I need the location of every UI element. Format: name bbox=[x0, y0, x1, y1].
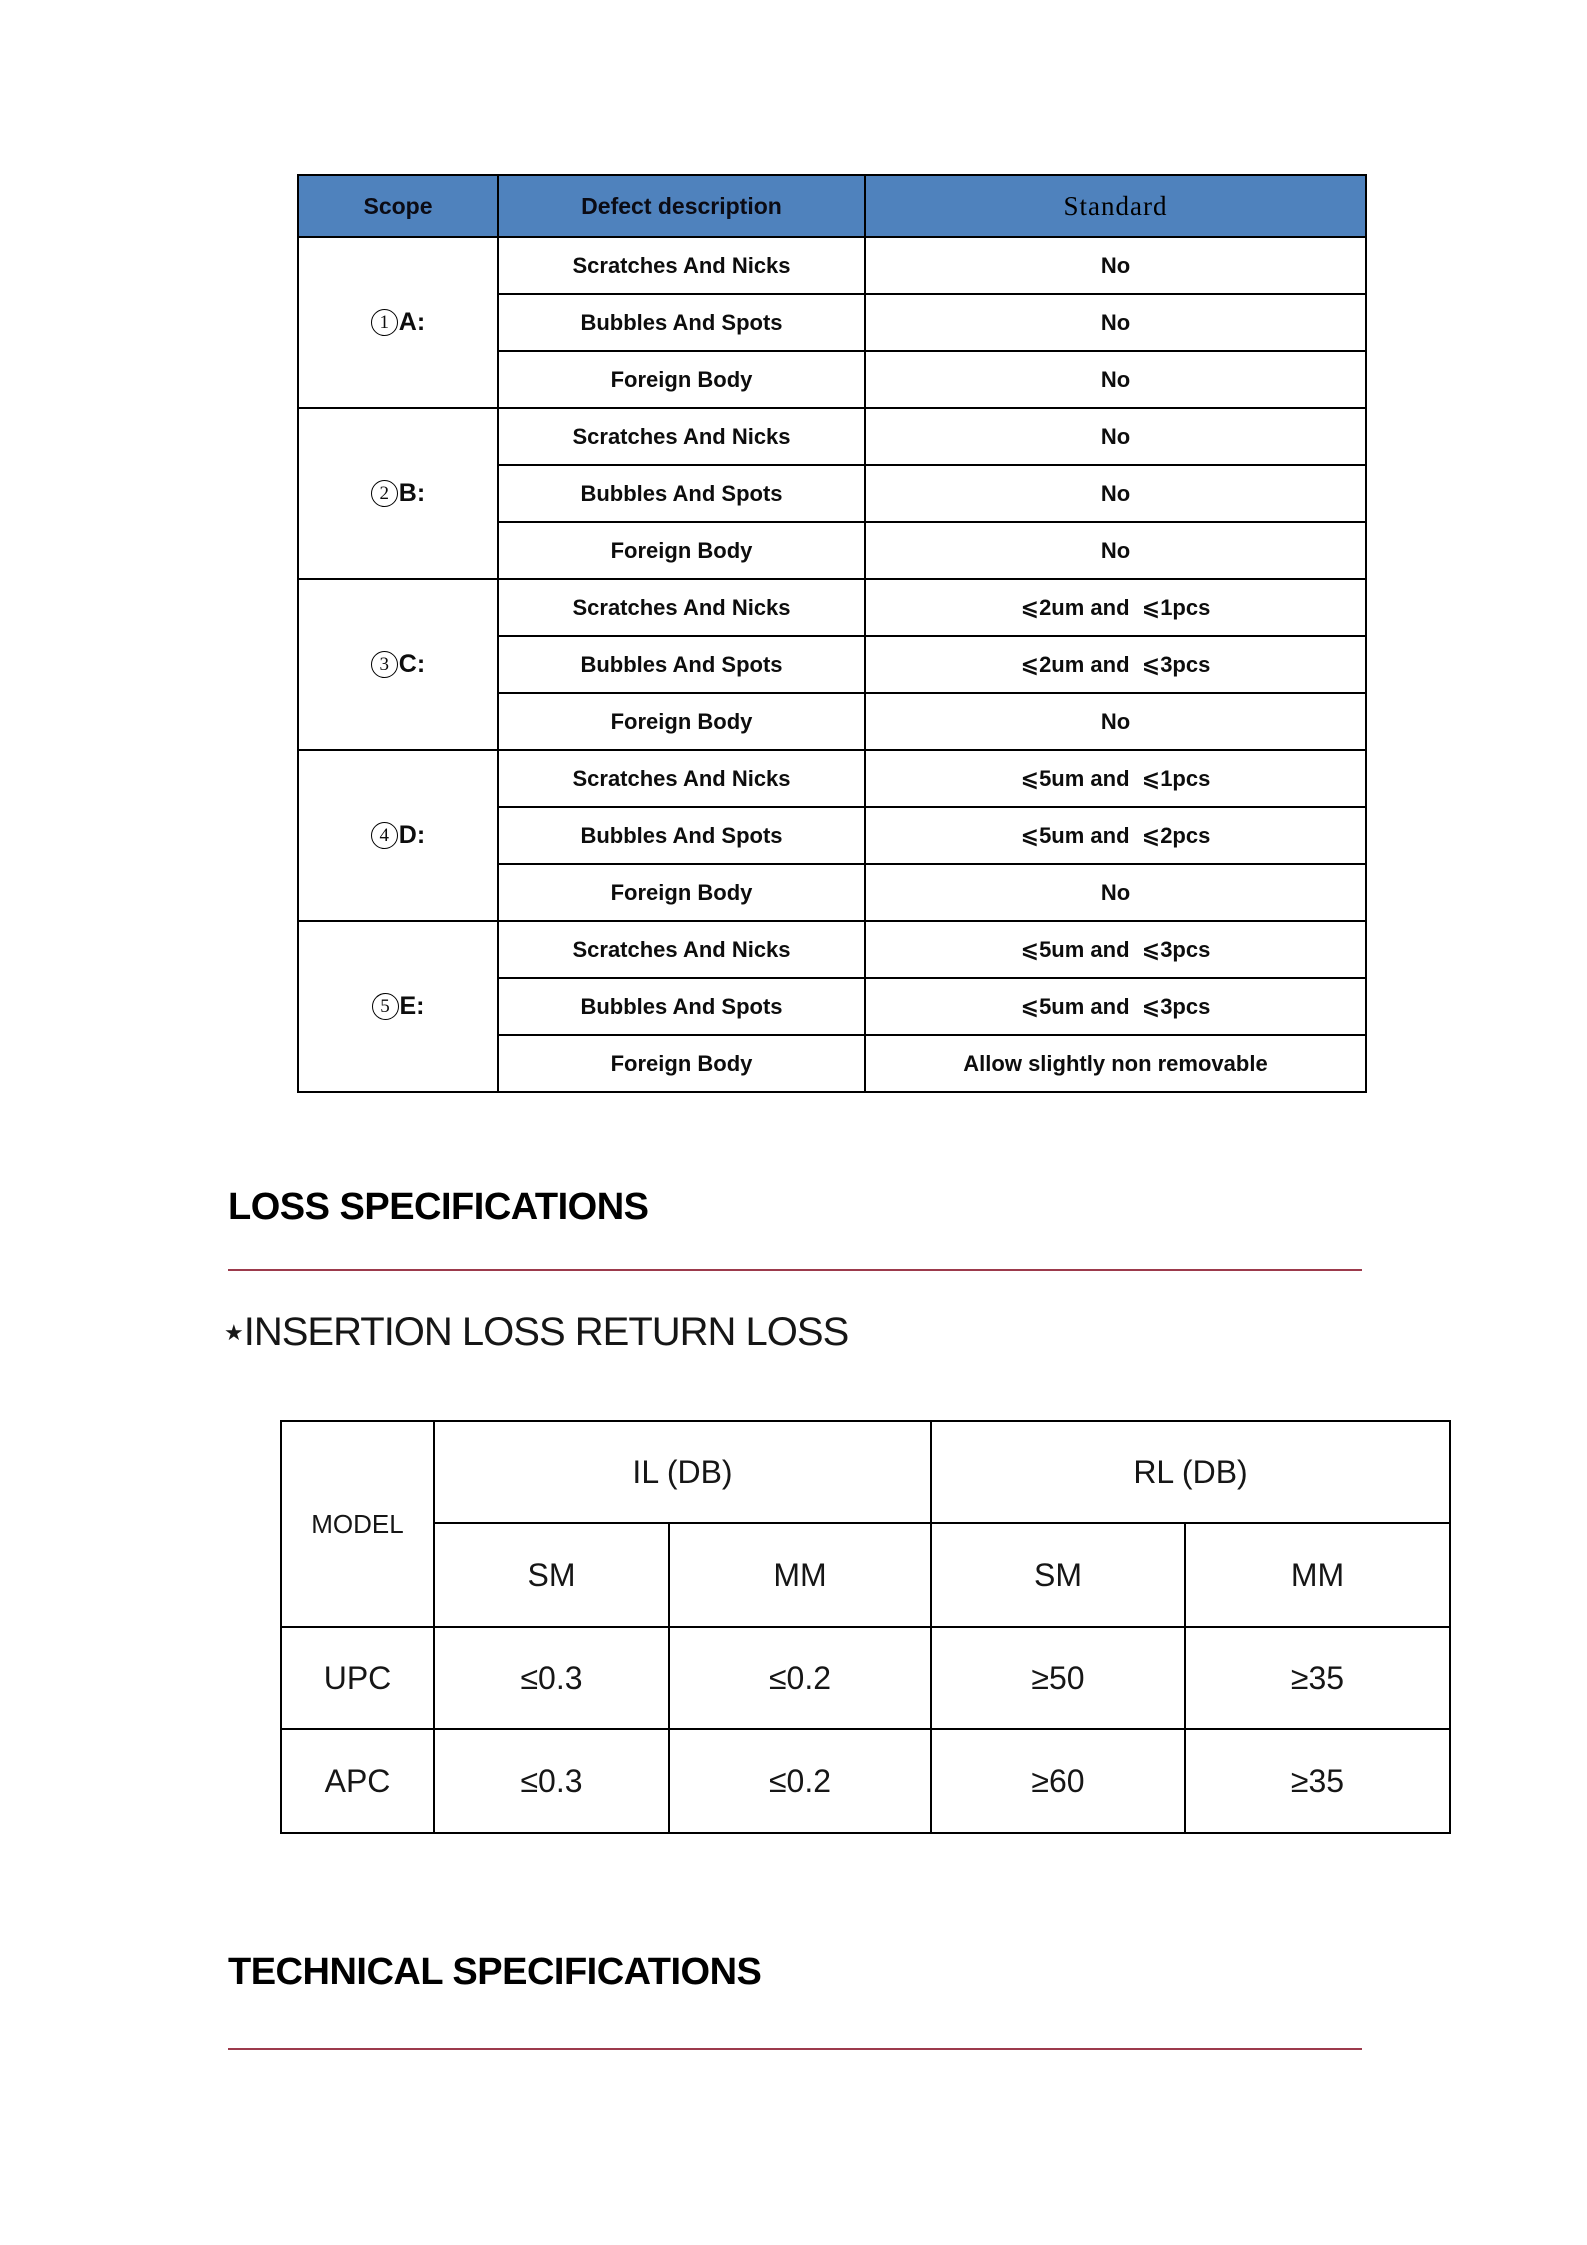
standard-cell: ⩽5um and ⩽1pcs bbox=[865, 750, 1366, 807]
model-cell: UPC bbox=[281, 1627, 434, 1729]
defect-cell: Foreign Body bbox=[498, 693, 865, 750]
table-row bbox=[298, 237, 1366, 294]
defect-cell: Bubbles And Spots bbox=[498, 294, 865, 351]
defect-cell: Foreign Body bbox=[498, 1035, 865, 1092]
circled-number: 3 bbox=[371, 651, 398, 678]
standard-cell: No bbox=[865, 408, 1366, 465]
standard-cell: No bbox=[865, 522, 1366, 579]
defect-cell: Scratches And Nicks bbox=[498, 921, 865, 978]
rl-sm-value: ≥50 bbox=[931, 1627, 1185, 1729]
scope-label: E: bbox=[399, 991, 425, 1020]
standard-cell: No bbox=[865, 693, 1366, 750]
loss-header-row-1 bbox=[281, 1421, 1450, 1523]
defect-cell: Bubbles And Spots bbox=[498, 978, 865, 1035]
insertion-loss-subtitle-text: INSERTION LOSS RETURN LOSS bbox=[243, 1310, 849, 1354]
technical-specifications-title: TECHNICAL SPECIFICATIONS bbox=[228, 1951, 762, 1993]
table-row bbox=[298, 921, 1366, 978]
scope-label: D: bbox=[398, 820, 426, 849]
header-scope: Scope bbox=[298, 175, 498, 237]
il-sm-value: ≤0.3 bbox=[434, 1729, 669, 1833]
scope-cell-a bbox=[298, 237, 498, 408]
rl-mm-header: MM bbox=[1185, 1523, 1450, 1627]
defect-cell: Foreign Body bbox=[498, 864, 865, 921]
standard-cell: ⩽2um and ⩽1pcs bbox=[865, 579, 1366, 636]
rl-mm-value: ≥35 bbox=[1185, 1729, 1450, 1833]
standard-cell: ⩽5um and ⩽3pcs bbox=[865, 921, 1366, 978]
rl-header: RL (DB) bbox=[931, 1421, 1450, 1523]
circled-number: 4 bbox=[371, 822, 398, 849]
il-sm-header: SM bbox=[434, 1523, 669, 1627]
scope-label: B: bbox=[398, 478, 426, 507]
table-row bbox=[298, 750, 1366, 807]
header-defect-description: Defect description bbox=[498, 175, 865, 237]
il-mm-value: ≤0.2 bbox=[669, 1627, 931, 1729]
scope-label: C: bbox=[398, 649, 426, 678]
header-standard: Standard bbox=[865, 175, 1366, 237]
scope-cell-d bbox=[298, 750, 498, 921]
il-mm-header: MM bbox=[669, 1523, 931, 1627]
defect-cell: Scratches And Nicks bbox=[498, 408, 865, 465]
scope-cell-e bbox=[298, 921, 498, 1092]
defect-cell: Scratches And Nicks bbox=[498, 579, 865, 636]
circled-number: 2 bbox=[371, 480, 398, 507]
il-mm-value: ≤0.2 bbox=[669, 1729, 931, 1833]
standard-cell: No bbox=[865, 864, 1366, 921]
rl-mm-value: ≥35 bbox=[1185, 1627, 1450, 1729]
table-row bbox=[298, 408, 1366, 465]
inspection-table bbox=[297, 174, 1367, 1093]
standard-cell: Allow slightly non removable bbox=[865, 1035, 1366, 1092]
loss-specifications-title: LOSS SPECIFICATIONS bbox=[228, 1186, 649, 1228]
standard-cell: ⩽2um and ⩽3pcs bbox=[865, 636, 1366, 693]
table-row-upc bbox=[281, 1627, 1450, 1729]
circled-number: 1 bbox=[371, 309, 398, 336]
defect-cell: Foreign Body bbox=[498, 522, 865, 579]
il-header: IL (DB) bbox=[434, 1421, 931, 1523]
section-divider-rule bbox=[228, 2048, 1362, 2050]
defect-cell: Scratches And Nicks bbox=[498, 237, 865, 294]
loss-table bbox=[280, 1420, 1451, 1834]
standard-cell: ⩽5um and ⩽2pcs bbox=[865, 807, 1366, 864]
scope-label: A: bbox=[398, 307, 426, 336]
defect-cell: Bubbles And Spots bbox=[498, 465, 865, 522]
scope-cell-b bbox=[298, 408, 498, 579]
scope-cell-c bbox=[298, 579, 498, 750]
section-divider-rule bbox=[228, 1269, 1362, 1271]
loss-header-row-2 bbox=[281, 1523, 1450, 1627]
star-icon: ★ bbox=[224, 1320, 244, 1345]
model-header: MODEL bbox=[281, 1421, 434, 1627]
rl-sm-header: SM bbox=[931, 1523, 1185, 1627]
table-row bbox=[298, 579, 1366, 636]
circled-number: 5 bbox=[372, 993, 399, 1020]
defect-cell: Scratches And Nicks bbox=[498, 750, 865, 807]
standard-cell: ⩽5um and ⩽3pcs bbox=[865, 978, 1366, 1035]
defect-cell: Bubbles And Spots bbox=[498, 807, 865, 864]
il-sm-value: ≤0.3 bbox=[434, 1627, 669, 1729]
standard-cell: No bbox=[865, 351, 1366, 408]
standard-cell: No bbox=[865, 294, 1366, 351]
rl-sm-value: ≥60 bbox=[931, 1729, 1185, 1833]
inspection-header-row bbox=[298, 175, 1366, 237]
defect-cell: Foreign Body bbox=[498, 351, 865, 408]
standard-cell: No bbox=[865, 465, 1366, 522]
model-cell: APC bbox=[281, 1729, 434, 1833]
insertion-loss-subtitle bbox=[224, 1310, 848, 1355]
defect-cell: Bubbles And Spots bbox=[498, 636, 865, 693]
table-row-apc bbox=[281, 1729, 1450, 1833]
standard-cell: No bbox=[865, 237, 1366, 294]
